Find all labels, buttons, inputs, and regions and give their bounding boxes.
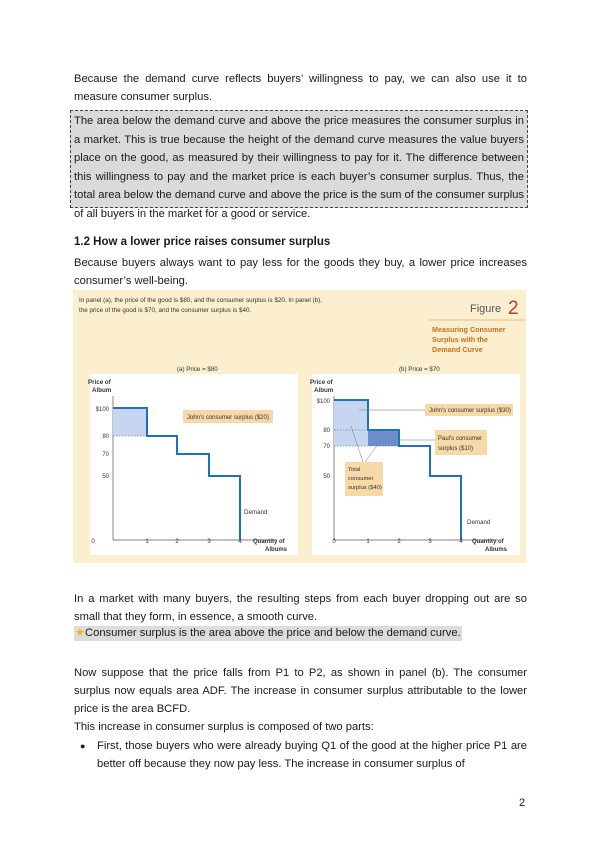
panel-a-demand-label: Demand [244, 509, 268, 516]
panel-b-ytick-80: 80 [323, 428, 330, 434]
panel-a-ytick-70: 70 [102, 452, 109, 458]
panel-b-paul-surplus-area [368, 430, 399, 446]
panel-a-ylabel-1: Price of [88, 379, 111, 386]
figure-title-line2: Surplus with the [432, 335, 488, 344]
panel-b [310, 366, 520, 555]
panel-a-xtick-4: 4 [238, 539, 242, 545]
panel-b-demand-label: Demand [467, 519, 491, 526]
figure-label: Figure [470, 303, 502, 315]
panel-b-xlabel-2: Albums [485, 547, 508, 553]
figure-2 [73, 290, 526, 563]
panel-b-xtick-1: 1 [366, 539, 370, 545]
panel-a-xtick-2: 2 [175, 539, 179, 545]
panel-a-background [90, 374, 298, 555]
figure-svg [73, 290, 526, 563]
panel-a-ytick-100: $100 [95, 407, 109, 413]
figure-caption-line2: the price of the good is $70, and the consumer surplus is $40. [79, 307, 252, 314]
panel-b-ylabel-1: Price of [310, 379, 333, 386]
panel-b-john-label: John's consumer surplus ($30) [429, 408, 511, 414]
panel-b-total-label-1: Total [348, 467, 361, 473]
panel-b-xlabel-1: Quantity of [472, 539, 504, 545]
panel-a-xtick-3: 3 [207, 539, 211, 545]
definition-box: The area below the demand curve and above the price measures the consumer surplus in a market. This is true because the height of the demand curve measures the value buyers place on the good, as measured by their willingness to pay for it. The difference between this willingness to pay and the market price is each buyer’s consumer surplus. Thus, the total area below the demand curve and above the price is the sum of the consumer surplus of all buyers in the market for a good or service. [70, 110, 528, 208]
panel-b-ytick-50: 50 [323, 474, 330, 480]
panel-a-surplus-label: John's consumer surplus ($20) [187, 415, 269, 421]
panel-a-surplus-area [113, 408, 147, 436]
section-intro: Because buyers always want to pay less for the goods they buy, a lower price increases consumer’s well-being. [74, 257, 527, 287]
panel-a-xtick-0: 0 [91, 539, 95, 545]
highlight-text: Consumer surplus is the area above the price and below the demand curve. [85, 627, 461, 639]
panel-a [88, 366, 298, 555]
panel-a-ylabel-2: Album [92, 387, 112, 394]
panel-b-paul-label-1: Paul's consumer [438, 436, 483, 442]
star-icon: ★ [75, 627, 86, 639]
panel-b-total-label-3: surplus ($40) [348, 485, 382, 491]
figure-title-line3: Demand Curve [432, 345, 483, 354]
intro-paragraph: Because the demand curve reflects buyers’ willingness to pay, we can also use it to measure consumer surplus. [74, 73, 527, 103]
page-number: 2 [519, 797, 526, 809]
panel-b-xtick-0: 0 [332, 539, 336, 545]
section-heading: 1.2 How a lower price raises consumer surplus [74, 236, 331, 248]
panel-b-total-label-2: consumer [348, 476, 374, 482]
panel-a-title: (a) Price = $80 [177, 366, 218, 373]
market-paragraph: In a market with many buyers, the resulting steps from each buyer dropping out are so small that they form, in essence, a smooth curve. [74, 593, 527, 623]
figure-number: 2 [508, 298, 519, 319]
panel-b-ytick-70: 70 [323, 444, 330, 450]
panel-b-title: (b) Price = $70 [399, 366, 440, 373]
panel-a-xlabel-1: Quantity of [253, 539, 285, 545]
panel-b-john-surplus-area [334, 400, 368, 446]
price-fall-paragraph: Now suppose that the price falls from P1 to P2, as shown in panel (b). The consumer surplus now equals area ADF. The increase in consumer surplus attributable to the lower price is the area BCFD. [74, 667, 527, 715]
panel-a-ytick-80: 80 [102, 434, 109, 440]
list-item: ● First, those buyers who were already buying Q1 of the good at the higher price P1 are better off because they now pay less. The increase in consumer surplus of [74, 737, 527, 773]
panel-a-xtick-1: 1 [145, 539, 149, 545]
panel-b-xtick-2: 2 [397, 539, 401, 545]
panel-a-xlabel-2: Albums [265, 547, 288, 553]
panel-b-xtick-3: 3 [428, 539, 432, 545]
highlight-note [74, 626, 462, 641]
panel-b-paul-label-2: surplus ($10) [438, 446, 474, 452]
bullet-list [74, 737, 527, 773]
panel-b-xtick-4: 4 [459, 539, 463, 545]
panel-b-ytick-100: $100 [316, 399, 330, 405]
figure-title-line1: Measuring Consumer [432, 325, 506, 334]
panel-b-ylabel-2: Album [314, 387, 334, 394]
two-parts-paragraph: This increase in consumer surplus is composed of two parts: [74, 721, 374, 733]
panel-a-ytick-50: 50 [102, 474, 109, 480]
figure-caption-line1: In panel (a), the price of the good is $80, and the consumer surplus is $20. In panel (b), [79, 297, 322, 304]
